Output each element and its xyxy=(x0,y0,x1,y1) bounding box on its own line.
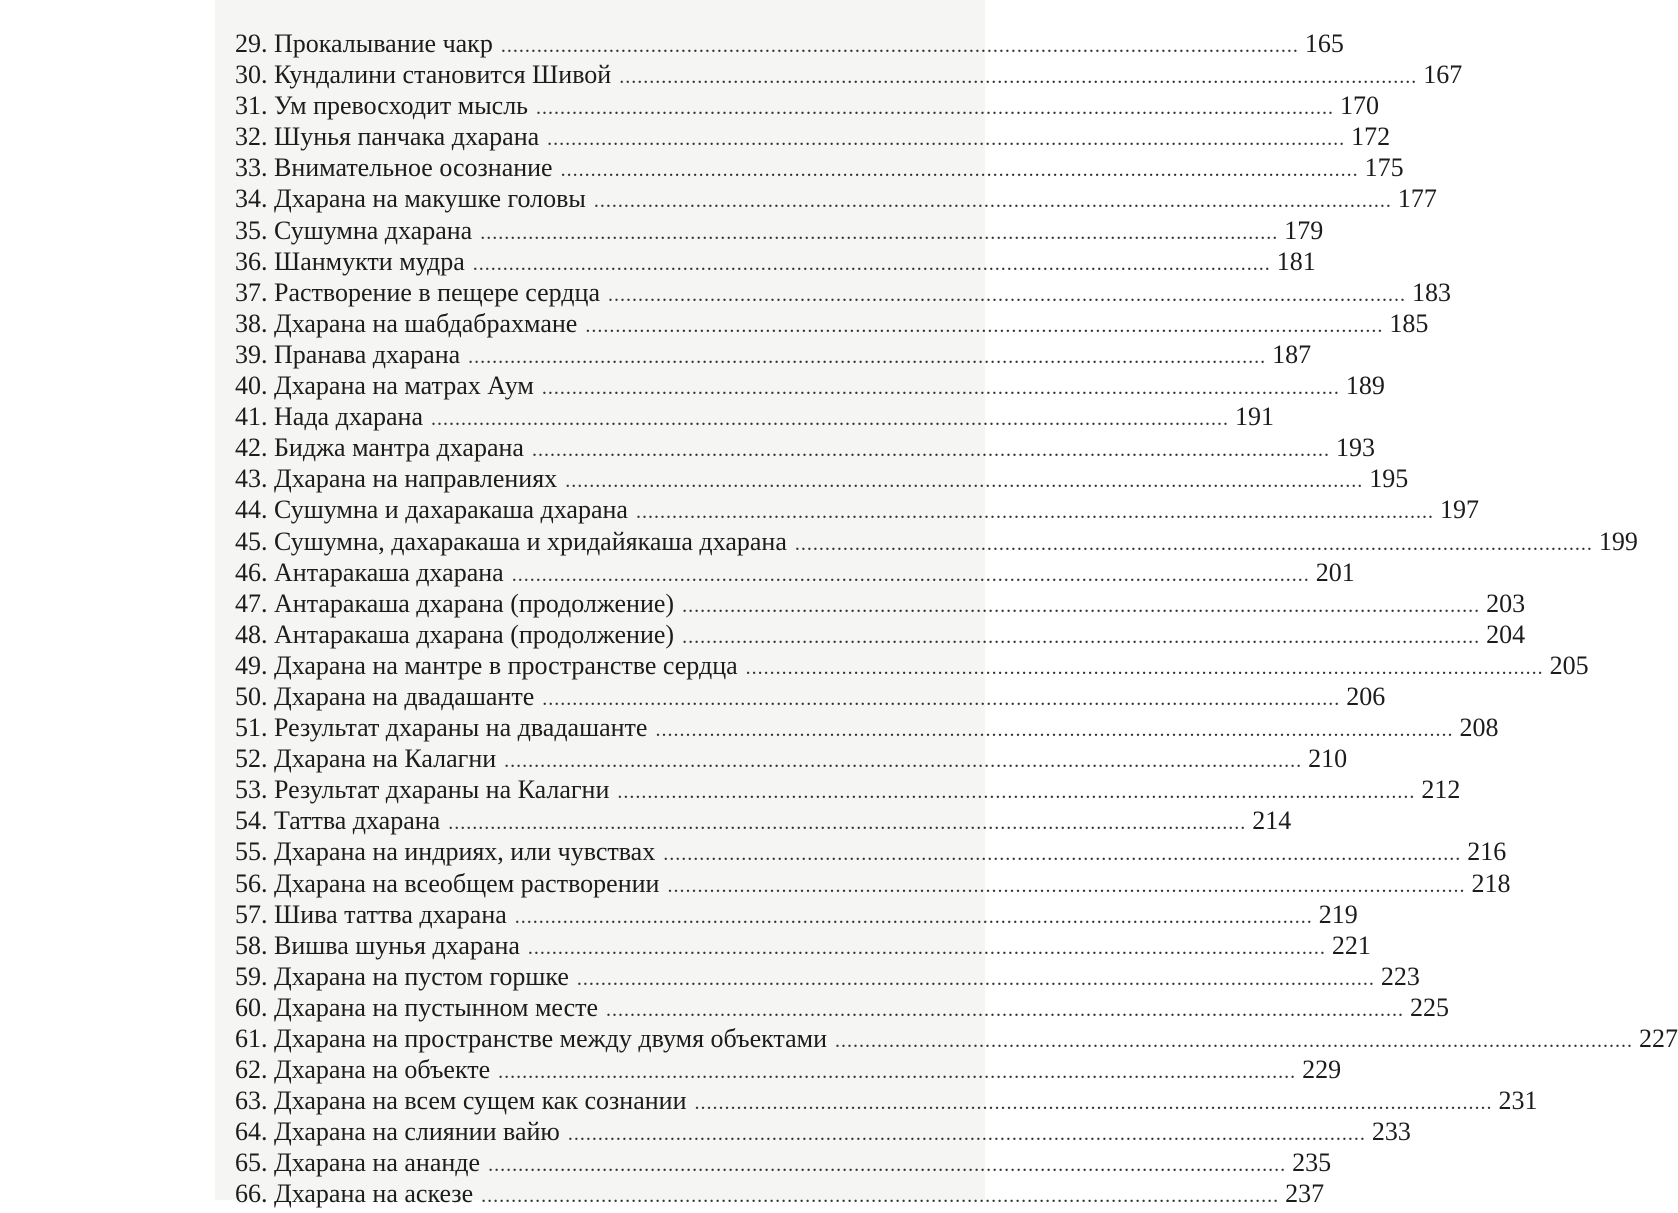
toc-page-number: 201 xyxy=(1315,557,1355,587)
toc-page-number: 197 xyxy=(1439,495,1479,525)
toc-dot-leader: ..................................................................................................................................... xyxy=(500,35,1299,57)
toc-dot-leader: ..................................................................................................................................... xyxy=(504,750,1303,773)
toc-entry xyxy=(235,494,1479,525)
toc-entry xyxy=(235,1023,1678,1054)
toc-entry xyxy=(235,432,1375,463)
toc-dot-leader: ..................................................................................................................................... xyxy=(468,345,1267,368)
toc-page-number: 177 xyxy=(1397,184,1437,214)
toc-page-number: 219 xyxy=(1318,899,1358,929)
toc-dot-leader: ..................................................................................................................................... xyxy=(585,314,1384,337)
toc-page-number: 170 xyxy=(1340,91,1380,121)
toc-entry xyxy=(235,308,1429,339)
toc-dot-leader: ..................................................................................................................................... xyxy=(655,719,1454,742)
toc-entry xyxy=(235,401,1275,432)
toc-entry xyxy=(235,121,1391,152)
toc-page-number: 175 xyxy=(1364,153,1404,183)
toc-entry-title: 47. Антаракаша дхарана (продолжение) xyxy=(235,588,675,618)
table-of-contents xyxy=(235,28,1678,1210)
toc-entry xyxy=(235,277,1451,308)
toc-entry-title: 46. Антаракаша дхарана xyxy=(235,557,504,587)
toc-dot-leader: ..................................................................................................................................... xyxy=(488,1154,1287,1177)
toc-entry xyxy=(235,152,1404,183)
toc-page-number: 229 xyxy=(1302,1055,1342,1085)
toc-page-number: 216 xyxy=(1467,837,1507,867)
toc-entry xyxy=(235,992,1450,1023)
toc-entry-title: 31. Ум превосходит мысль xyxy=(235,91,529,121)
toc-dot-leader: ..................................................................................................................................... xyxy=(511,563,1310,586)
toc-entry-title: 61. Дхарана на пространстве между двумя объектами xyxy=(235,1024,827,1053)
toc-entry xyxy=(235,215,1324,246)
toc-entry-title: 38. Дхарана на шабдабрахмане xyxy=(235,308,578,338)
toc-page-number: 181 xyxy=(1276,246,1316,276)
toc-dot-leader: ..................................................................................................................................... xyxy=(536,97,1335,120)
toc-dot-leader: ..................................................................................................................................... xyxy=(514,905,1313,928)
toc-dot-leader: ..................................................................................................................................... xyxy=(481,1185,1280,1208)
toc-page-number: 193 xyxy=(1335,433,1375,463)
toc-entry-title: 41. Нада дхарана xyxy=(235,402,424,432)
toc-dot-leader: ..................................................................................................................................... xyxy=(682,625,1481,648)
toc-dot-leader: ..................................................................................................................................... xyxy=(480,221,1279,244)
toc-dot-leader: ..................................................................................................................................... xyxy=(541,377,1340,400)
toc-page-number: 172 xyxy=(1351,122,1391,152)
toc-entry xyxy=(235,805,1292,836)
toc-entry-title: 34. Дхарана на макушке головы xyxy=(235,184,586,214)
toc-page-number: 227 xyxy=(1639,1024,1678,1053)
toc-entry-title: 42. Биджа мантра дхарана xyxy=(235,433,524,463)
toc-entry-title: 29. Прокалывание чакр xyxy=(235,29,493,58)
toc-entry xyxy=(235,619,1526,650)
toc-page-number: 233 xyxy=(1371,1117,1411,1147)
toc-entry xyxy=(235,1054,1342,1085)
toc-page-number: 185 xyxy=(1389,308,1429,338)
toc-page-number: 183 xyxy=(1411,277,1451,307)
toc-entry-title: 65. Дхарана на ананде xyxy=(235,1148,481,1178)
toc-page-number: 203 xyxy=(1486,588,1526,618)
toc-page-number: 210 xyxy=(1308,744,1348,774)
toc-page-number: 204 xyxy=(1486,619,1526,649)
toc-page-number: 206 xyxy=(1346,681,1386,711)
toc-entry xyxy=(235,743,1348,774)
toc-entry-title: 37. Растворение в пещере сердца xyxy=(235,277,600,307)
toc-entry-title: 57. Шива таттва дхарана xyxy=(235,899,507,929)
toc-entry-title: 51. Результат дхараны на двадашанте xyxy=(235,713,648,743)
toc-entry-title: 64. Дхарана на слиянии вайю xyxy=(235,1117,560,1147)
toc-entry xyxy=(235,588,1526,619)
toc-entry xyxy=(235,930,1371,961)
toc-entry-title: 58. Вишва шунья дхарана xyxy=(235,930,520,960)
book-page xyxy=(215,0,1678,1209)
toc-page-number: 214 xyxy=(1252,806,1292,836)
toc-page-number: 223 xyxy=(1380,961,1420,991)
toc-entry xyxy=(235,28,1344,59)
toc-entry-title: 60. Дхарана на пустынном месте xyxy=(235,992,599,1022)
toc-dot-leader: ..................................................................................................................................... xyxy=(498,1061,1297,1084)
toc-dot-leader: ..................................................................................................................................... xyxy=(663,843,1462,866)
toc-dot-leader: ..................................................................................................................................... xyxy=(565,470,1364,493)
toc-dot-leader: ..................................................................................................................................... xyxy=(527,936,1326,959)
toc-entry xyxy=(235,681,1386,712)
toc-entry xyxy=(235,1178,1325,1209)
toc-entry-title: 39. Пранава дхарана xyxy=(235,339,461,369)
toc-entry xyxy=(235,463,1409,494)
toc-entry xyxy=(235,1147,1332,1178)
toc-entry-title: 63. Дхарана на всем сущем как сознании xyxy=(235,1086,687,1116)
toc-entry-title: 52. Дхарана на Калагни xyxy=(235,744,497,774)
toc-dot-leader: ..................................................................................................................................... xyxy=(560,159,1359,182)
toc-entry xyxy=(235,557,1355,588)
toc-dot-leader: ..................................................................................................................................... xyxy=(448,812,1247,835)
toc-page-number: 225 xyxy=(1410,992,1450,1022)
toc-page-number: 218 xyxy=(1471,868,1511,898)
toc-entry-title: 54. Таттва дхарана xyxy=(235,806,441,836)
toc-entry xyxy=(235,650,1589,681)
toc-page-number: 221 xyxy=(1331,930,1371,960)
toc-dot-leader: ..................................................................................................................................... xyxy=(576,967,1375,990)
toc-dot-leader: ..................................................................................................................................... xyxy=(694,1092,1493,1115)
toc-page-number: 212 xyxy=(1421,775,1461,805)
toc-dot-leader: ..................................................................................................................................... xyxy=(682,594,1481,617)
toc-entry xyxy=(235,339,1312,370)
toc-dot-leader: ..................................................................................................................................... xyxy=(617,781,1416,804)
toc-entry-title: 35. Сушумна дхарана xyxy=(235,215,473,245)
toc-dot-leader: ..................................................................................................................................... xyxy=(547,128,1346,151)
toc-dot-leader: ..................................................................................................................................... xyxy=(593,190,1392,213)
toc-page-number: 191 xyxy=(1235,402,1275,432)
toc-entry xyxy=(235,868,1511,899)
toc-entry xyxy=(235,836,1507,867)
toc-entry-title: 66. Дхарана на аскезе xyxy=(235,1179,474,1209)
toc-entry xyxy=(235,59,1463,90)
toc-dot-leader: ..................................................................................................................................... xyxy=(835,1030,1633,1052)
toc-dot-leader: ..................................................................................................................................... xyxy=(745,656,1544,679)
toc-page-number: 195 xyxy=(1369,464,1409,494)
toc-entry xyxy=(235,1116,1411,1147)
toc-entry-title: 49. Дхарана на мантре в пространстве сердца xyxy=(235,650,738,680)
toc-entry xyxy=(235,246,1316,277)
toc-dot-leader: ..................................................................................................................................... xyxy=(472,252,1271,275)
toc-dot-leader: ..................................................................................................................................... xyxy=(567,1123,1366,1146)
toc-dot-leader: ..................................................................................................................................... xyxy=(619,66,1418,89)
toc-entry xyxy=(235,961,1420,992)
toc-entry-title: 48. Антаракаша дхарана (продолжение) xyxy=(235,619,675,649)
toc-entry-title: 32. Шунья панчака дхарана xyxy=(235,122,540,152)
toc-entry xyxy=(235,370,1385,401)
toc-entry-title: 62. Дхарана на объекте xyxy=(235,1055,491,1085)
toc-dot-leader: ..................................................................................................................................... xyxy=(531,439,1330,462)
toc-entry-title: 40. Дхарана на матрах Аум xyxy=(235,371,534,401)
toc-page-number: 165 xyxy=(1304,29,1344,58)
toc-page-number: 189 xyxy=(1345,371,1385,401)
toc-entry-title: 30. Кундалини становится Шивой xyxy=(235,60,612,90)
toc-entry-title: 56. Дхарана на всеобщем растворении xyxy=(235,868,660,898)
toc-dot-leader: ..................................................................................................................................... xyxy=(635,501,1434,524)
toc-entry-title: 43. Дхарана на направлениях xyxy=(235,464,558,494)
toc-entry xyxy=(235,183,1437,214)
toc-entry-title: 53. Результат дхараны на Калагни xyxy=(235,775,610,805)
toc-page-number: 187 xyxy=(1272,339,1312,369)
toc-entry xyxy=(235,774,1461,805)
toc-dot-leader: ..................................................................................................................................... xyxy=(794,532,1593,555)
toc-entry xyxy=(235,899,1358,930)
toc-entry xyxy=(235,712,1499,743)
toc-entry xyxy=(235,1085,1538,1116)
toc-dot-leader: ..................................................................................................................................... xyxy=(667,874,1466,897)
toc-dot-leader: ..................................................................................................................................... xyxy=(606,998,1405,1021)
toc-page-number: 199 xyxy=(1598,526,1638,556)
toc-entry-title: 45. Сушумна, дахаракаша и хридайякаша дхарана xyxy=(235,526,787,556)
toc-page-number: 208 xyxy=(1459,713,1499,743)
toc-page-number: 205 xyxy=(1549,650,1589,680)
toc-entry-title: 33. Внимательное осознание xyxy=(235,153,553,183)
toc-page-number: 237 xyxy=(1285,1179,1325,1209)
toc-entry xyxy=(235,526,1638,557)
toc-page-number: 167 xyxy=(1423,60,1463,90)
toc-entry xyxy=(235,90,1380,121)
toc-entry-title: 36. Шанмукти мудра xyxy=(235,246,465,276)
toc-entry-title: 55. Дхарана на индриях, или чувствах xyxy=(235,837,656,867)
toc-entry-title: 50. Дхарана на двадашанте xyxy=(235,681,535,711)
toc-entry-title: 44. Сушумна и дахаракаша дхарана xyxy=(235,495,628,525)
toc-dot-leader: ..................................................................................................................................... xyxy=(607,283,1406,306)
toc-page-number: 179 xyxy=(1284,215,1324,245)
toc-entry-title: 59. Дхарана на пустом горшке xyxy=(235,961,569,991)
toc-dot-leader: ..................................................................................................................................... xyxy=(542,687,1341,710)
toc-page-number: 231 xyxy=(1498,1086,1538,1116)
toc-dot-leader: ..................................................................................................................................... xyxy=(431,408,1230,431)
toc-page-number: 235 xyxy=(1292,1148,1332,1178)
